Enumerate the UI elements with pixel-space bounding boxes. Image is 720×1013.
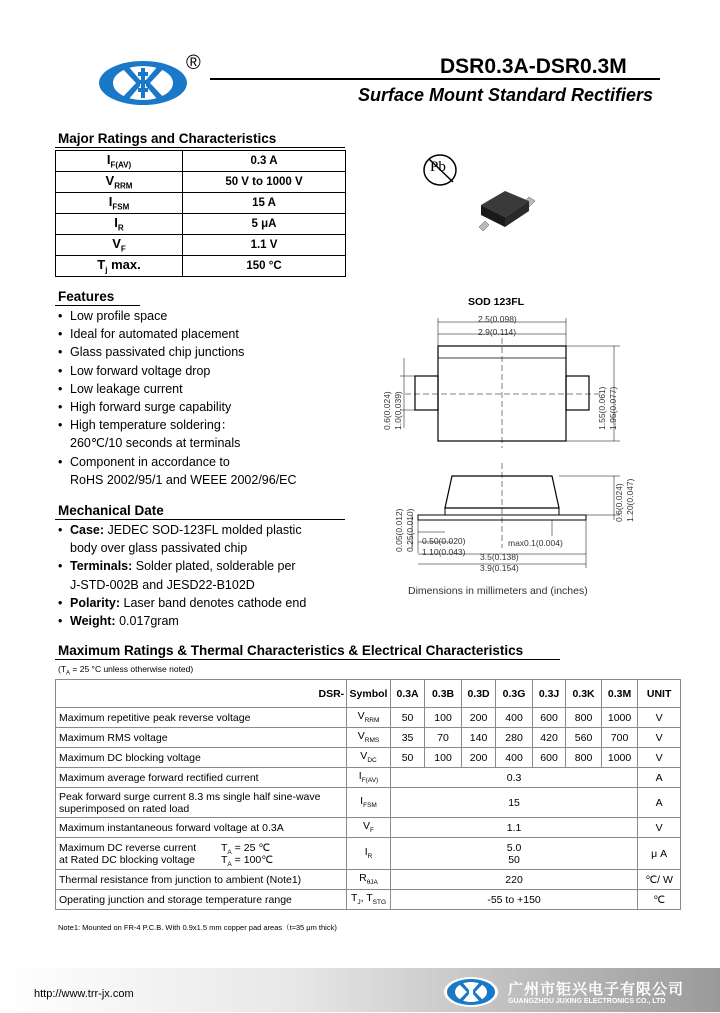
major-ratings-row bbox=[56, 256, 346, 277]
value-cell: 140 bbox=[461, 728, 495, 748]
symbol: T bbox=[350, 892, 358, 905]
unit-cell: μ A bbox=[638, 838, 681, 870]
page-subtitle: Surface Mount Standard Rectifiers bbox=[358, 85, 654, 105]
table-row bbox=[56, 838, 681, 870]
major-rating-value: 50 V to 1000 V bbox=[183, 172, 346, 193]
header-cell: DSR- bbox=[56, 680, 347, 708]
dim-body-h2: 1.95(0.077) bbox=[608, 386, 618, 430]
table-row bbox=[56, 768, 681, 788]
symbol-cell bbox=[347, 890, 391, 910]
value-cell: 200 bbox=[461, 748, 495, 768]
dim-foot-h1: 0.05(0.012) bbox=[394, 508, 404, 552]
symbol-sub: DC bbox=[367, 757, 377, 765]
major-ratings-row bbox=[56, 172, 346, 193]
param-cell: Maximum repetitive peak reverse voltage bbox=[56, 708, 347, 728]
feature-item-continuation: RoHS 2002/95/1 and WEEE 2002/96/EC bbox=[70, 472, 297, 487]
major-ratings-rule bbox=[55, 147, 345, 148]
major-rating-symbol: $T_j$ max. bbox=[56, 256, 183, 277]
dim-foot-h2: 0.25(0.010) bbox=[405, 508, 415, 552]
package-image bbox=[465, 185, 545, 240]
footnote: Note1: Mounted on FR-4 P.C.B. With 0.9x1.5 mm copper pad areas（t≈35 μm thick) bbox=[58, 923, 337, 932]
unit-cell: A bbox=[638, 788, 681, 818]
mechanical-item: • Polarity: Laser band denotes cathode end bbox=[58, 594, 306, 612]
feature-item: • Low forward voltage drop bbox=[58, 362, 297, 380]
dim-body-h1: 1.55(0.061) bbox=[597, 386, 607, 430]
symbol-sub: R bbox=[367, 853, 373, 861]
header-cell: 0.3J bbox=[532, 680, 565, 708]
value-cell: 1000 bbox=[601, 708, 638, 728]
footer-company-cn: 广州市钜兴电子有限公司 bbox=[508, 980, 685, 998]
value-line: 50 bbox=[508, 853, 520, 866]
table-header-row bbox=[56, 680, 681, 708]
param-line: Peak forward surge current 8.3 ms single half sine-wave bbox=[59, 790, 321, 803]
unit-cell: V bbox=[638, 708, 681, 728]
unit-cell: A bbox=[638, 768, 681, 788]
symbol-cell bbox=[347, 748, 391, 768]
param-text: at Rated DC blocking voltage bbox=[59, 853, 195, 866]
mechanical-list bbox=[58, 521, 306, 630]
major-rating-symbol: $I_{F(AV)}$ bbox=[56, 151, 183, 172]
page-title: DSR0.3A-DSR0.3M bbox=[440, 55, 627, 78]
table-row bbox=[56, 708, 681, 728]
footer-logo bbox=[442, 976, 500, 1008]
mechanical-heading: Mechanical Date bbox=[58, 503, 164, 518]
dim-len2: 3.9(0.154) bbox=[480, 563, 519, 573]
mechanical-rule bbox=[55, 519, 345, 520]
registered-mark: ® bbox=[186, 52, 201, 74]
symbol-sub: FSM bbox=[363, 802, 377, 810]
major-rating-value: 5 μA bbox=[183, 214, 346, 235]
dim-lead-w1: 0.6(0.024) bbox=[382, 391, 392, 430]
mechanical-item-continuation: body over glass passivated chip bbox=[70, 541, 248, 556]
major-rating-value: 15 A bbox=[183, 193, 346, 214]
table-row bbox=[56, 890, 681, 910]
header-cell: 0.3M bbox=[601, 680, 638, 708]
param-cell bbox=[56, 788, 347, 818]
feature-item: • High forward surge capability bbox=[58, 398, 297, 416]
value-cell: 560 bbox=[566, 728, 602, 748]
header-cell: 0.3D bbox=[461, 680, 495, 708]
t-sub: A bbox=[227, 848, 232, 856]
mechanical-item: • Weight: 0.017gram bbox=[58, 612, 306, 630]
value-cell: 1000 bbox=[601, 748, 638, 768]
feature-item: • High temperature soldering： bbox=[58, 416, 297, 434]
t-val: = 100℃ bbox=[231, 853, 274, 866]
unit-cell: V bbox=[638, 728, 681, 748]
table-row bbox=[56, 788, 681, 818]
footer-url[interactable]: http://www.trr-jx.com bbox=[34, 988, 134, 1000]
package-drawing bbox=[370, 308, 670, 578]
major-rating-symbol: $V_F$ bbox=[56, 235, 183, 256]
max-ratings-rule bbox=[55, 659, 560, 660]
dim-len1: 3.5(0.138) bbox=[480, 552, 519, 562]
symbol-cell bbox=[347, 838, 391, 870]
param-text: Maximum DC reverse current bbox=[59, 841, 197, 854]
value-cell: 600 bbox=[532, 708, 565, 728]
symbol-cell bbox=[347, 728, 391, 748]
value-cell: 15 bbox=[390, 788, 637, 818]
table-row bbox=[56, 870, 681, 890]
dim-foot-l2: 1.10(0.043) bbox=[422, 547, 466, 557]
t: T bbox=[221, 841, 228, 854]
param-line: superimposed on rated load bbox=[59, 802, 190, 815]
symbol: V bbox=[357, 730, 365, 743]
param-line bbox=[59, 842, 344, 854]
feature-item: • Low profile space bbox=[58, 307, 297, 325]
value-cell: 420 bbox=[532, 728, 565, 748]
dim-foot-l1: 0.50(0.020) bbox=[422, 536, 466, 546]
symbol-cell bbox=[347, 768, 391, 788]
symbol: I bbox=[360, 795, 364, 808]
feature-item: • Glass passivated chip junctions bbox=[58, 343, 297, 361]
features-heading: Features bbox=[58, 289, 115, 304]
table-row bbox=[56, 728, 681, 748]
symbol-sub: STG bbox=[372, 899, 387, 907]
symbol-cell bbox=[347, 788, 391, 818]
symbol: V bbox=[357, 710, 365, 723]
mechanical-item-continuation: J-STD-002B and JESD22-B102D bbox=[70, 577, 255, 592]
symbol-cell bbox=[347, 818, 391, 838]
value-cell: 50 bbox=[390, 708, 424, 728]
major-rating-value: 0.3 A bbox=[183, 151, 346, 172]
value-cell: 400 bbox=[496, 708, 533, 728]
symbol-cell bbox=[347, 870, 391, 890]
feature-item: • Low leakage current bbox=[58, 380, 297, 398]
symbol-sub: θJA bbox=[366, 879, 378, 887]
value-cell: 600 bbox=[532, 748, 565, 768]
value-cell: 70 bbox=[425, 728, 462, 748]
symbol-cell bbox=[347, 708, 391, 728]
value-cell: -55 to +150 bbox=[390, 890, 637, 910]
value-cell: 100 bbox=[425, 708, 462, 728]
symbol: I bbox=[364, 846, 368, 859]
major-rating-symbol: $I_{FSM}$ bbox=[56, 193, 183, 214]
pb-label: Pb bbox=[430, 159, 446, 175]
value-cell: 800 bbox=[566, 748, 602, 768]
major-rating-symbol: $I_R$ bbox=[56, 214, 183, 235]
dimension-caption: Dimensions in millimeters and (inches) bbox=[408, 585, 588, 597]
dim-w1: 2.5(0.098) bbox=[478, 314, 517, 324]
major-ratings-row bbox=[56, 214, 346, 235]
dim-max-thick: max0.1(0.004) bbox=[508, 538, 563, 548]
major-ratings-row bbox=[56, 193, 346, 214]
value-cell: 400 bbox=[496, 748, 533, 768]
feature-item-continuation: 260℃/10 seconds at terminals bbox=[70, 436, 241, 451]
header-cell: Symbol bbox=[347, 680, 391, 708]
major-rating-value: 1.1 V bbox=[183, 235, 346, 256]
value-cell: 0.3 bbox=[390, 768, 637, 788]
value-cell: 50 bbox=[390, 748, 424, 768]
t-sub: A bbox=[227, 860, 232, 868]
dim-hgt2: 1.20(0.047) bbox=[625, 478, 635, 522]
major-ratings-row bbox=[56, 235, 346, 256]
value-cell: 100 bbox=[425, 748, 462, 768]
symbol-sub: RRM bbox=[364, 717, 380, 725]
package-name: SOD 123FL bbox=[468, 296, 525, 308]
unit-cell: ℃/ W bbox=[638, 870, 681, 890]
param-cell: Maximum RMS voltage bbox=[56, 728, 347, 748]
param-cell bbox=[56, 838, 347, 870]
header-cell: 0.3A bbox=[390, 680, 424, 708]
symbol: V bbox=[363, 820, 371, 833]
value-cell: 800 bbox=[566, 708, 602, 728]
mechanical-item: • Terminals: Solder plated, solderable per bbox=[58, 557, 306, 575]
unit-cell: V bbox=[638, 748, 681, 768]
major-rating-value: 150 °C bbox=[183, 256, 346, 277]
param-cell: Thermal resistance from junction to ambient (Note1) bbox=[56, 870, 347, 890]
value-cell: 35 bbox=[390, 728, 424, 748]
value-cell: 1.1 bbox=[390, 818, 637, 838]
features-list bbox=[58, 307, 297, 489]
param-cell: Maximum average forward rectified current bbox=[56, 768, 347, 788]
symbol-sub: F bbox=[370, 827, 374, 835]
header-cell: 0.3G bbox=[496, 680, 533, 708]
symbol-sub: F(AV) bbox=[361, 777, 379, 785]
value-line: 5.0 bbox=[506, 841, 522, 854]
table-row bbox=[56, 818, 681, 838]
t: T bbox=[221, 853, 228, 866]
dim-lead-w2: 1.0(0.039) bbox=[393, 391, 403, 430]
t-val: = 25 ℃ bbox=[231, 841, 271, 854]
value-cell: 220 bbox=[390, 870, 637, 890]
temp-condition bbox=[221, 854, 273, 868]
param-line bbox=[59, 854, 344, 866]
symbol-sub: RMS bbox=[364, 737, 380, 745]
feature-item: • Ideal for automated placement bbox=[58, 325, 297, 343]
company-logo bbox=[88, 58, 198, 108]
major-rating-symbol: $V_{RRM}$ bbox=[56, 172, 183, 193]
value-cell: 700 bbox=[601, 728, 638, 748]
table-row bbox=[56, 748, 681, 768]
symbol: I bbox=[358, 770, 362, 783]
param-cell: Maximum DC blocking voltage bbox=[56, 748, 347, 768]
symbol: V bbox=[360, 750, 368, 763]
features-rule bbox=[55, 305, 140, 306]
major-ratings-heading: Major Ratings and Characteristics bbox=[58, 131, 277, 146]
dim-hgt1: 0.6(0.024) bbox=[614, 483, 624, 522]
symbol-sub: J bbox=[357, 899, 361, 907]
unit-cell: V bbox=[638, 818, 681, 838]
conditions-note: ($T_A = 25$ °C unless otherwise noted) bbox=[58, 664, 194, 677]
max-ratings-heading: Maximum Ratings & Thermal Characteristics & Electrical Characteristics bbox=[58, 643, 524, 658]
param-cell: Operating junction and storage temperature range bbox=[56, 890, 347, 910]
header-cell: 0.3B bbox=[425, 680, 462, 708]
major-ratings-table bbox=[55, 150, 346, 277]
major-ratings-row bbox=[56, 151, 346, 172]
symbol: R bbox=[359, 872, 367, 885]
mechanical-item: • Case: JEDEC SOD-123FL molded plastic bbox=[58, 521, 306, 539]
dim-w2: 2.9(0.114) bbox=[478, 327, 517, 337]
unit-cell: ℃ bbox=[638, 890, 681, 910]
value-cell: 280 bbox=[496, 728, 533, 748]
value-cell bbox=[390, 838, 637, 870]
header-cell: 0.3K bbox=[566, 680, 602, 708]
param-cell: Maximum instantaneous forward voltage at 0.3A bbox=[56, 818, 347, 838]
feature-item: • Component in accordance to bbox=[58, 453, 297, 471]
symbol: , T bbox=[360, 892, 373, 905]
header-cell: UNIT bbox=[638, 680, 681, 708]
footer-company-en: GUANGZHOU JUXING ELECTRONICS CO., LTD bbox=[508, 998, 666, 1005]
value-cell: 200 bbox=[461, 708, 495, 728]
electrical-table bbox=[55, 679, 681, 910]
